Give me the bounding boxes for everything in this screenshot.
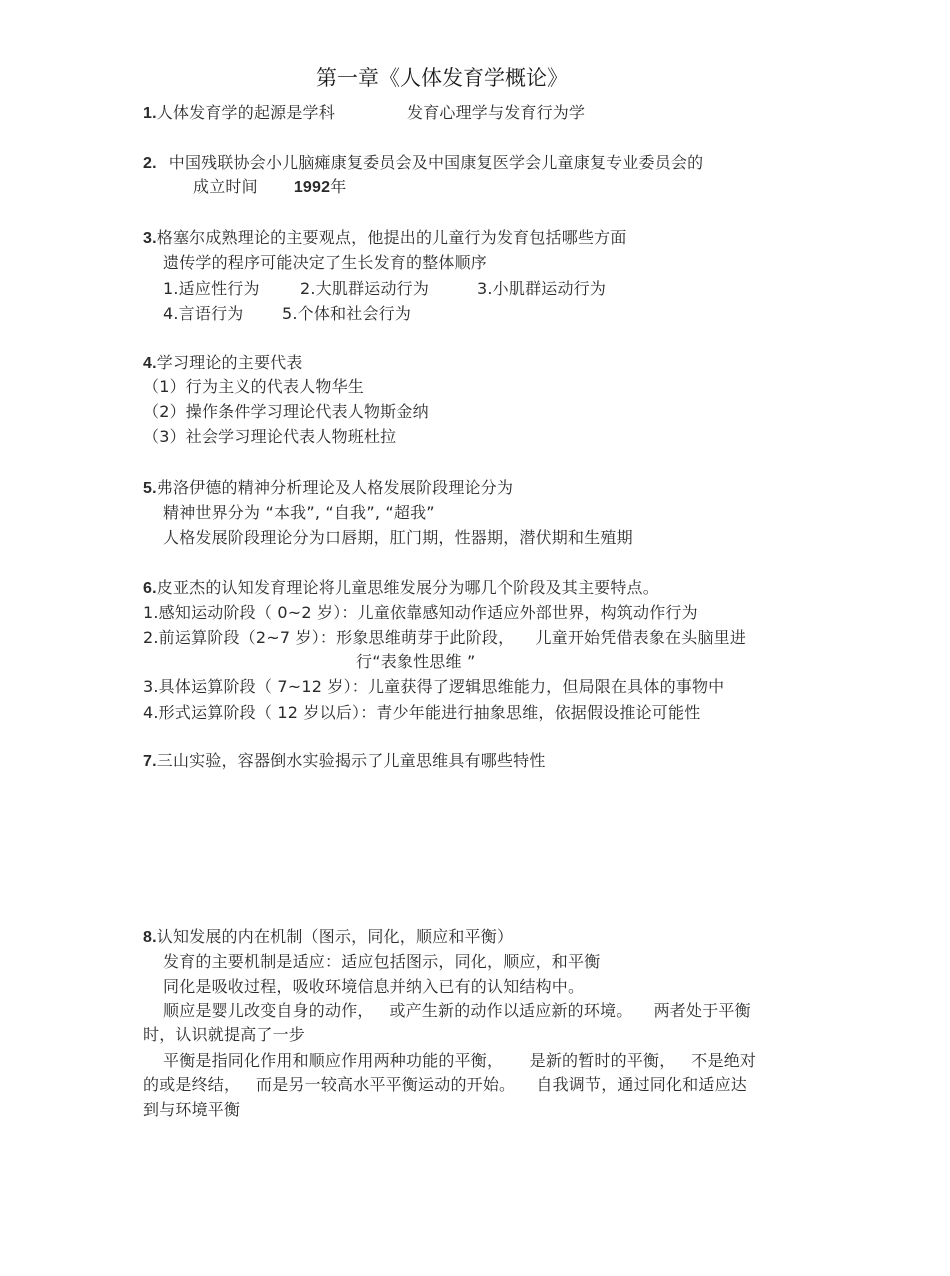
question-8-para-4-cont: 的或是终结， 而是另一较高水平平衡运动的开始。 自我调节，通过同化和适应达 [143, 1075, 748, 1094]
question-5-line-3: 人格发展阶段理论分为口唇期，肛门期，性器期，潜伏期和生殖期 [163, 528, 633, 547]
question-number: 8. [143, 929, 157, 946]
answer-year: 1992 [293, 179, 331, 196]
question-3 [143, 228, 627, 249]
chapter-title: 第一章《人体发育学概论》 [316, 66, 568, 90]
question-number: 2. [143, 155, 157, 172]
question-8-para-3-cont: 时，认识就提高了一步 [143, 1025, 306, 1044]
question-text: 人体发育学的起源是学科 [156, 103, 335, 122]
question-text: 弗洛伊德的精神分析理论及人格发展阶段理论分为 [156, 478, 514, 497]
question-3-item-3: 3.小肌群运动行为 [477, 279, 607, 298]
question-number: 7. [143, 753, 157, 770]
question-text: 皮亚杰的认知发育理论将儿童思维发展分为哪几个阶段及其主要特点。 [156, 578, 659, 597]
question-1 [143, 103, 335, 124]
question-4-item-1: （1）行为主义的代表人物华生 [143, 377, 364, 396]
question-6-stage-2-cont: 行“表象性思维 ” [356, 652, 476, 671]
question-6-stage-3: 3.具体运算阶段（ 7~12 岁）：儿童获得了逻辑思维能力，但局限在具体的事物中 [143, 677, 725, 696]
question-8-para-1: 发育的主要机制是适应：适应包括图示，同化，顺应，和平衡 [163, 952, 601, 971]
question-6-stage-1: 1.感知运动阶段（ 0~2 岁）：儿童依靠感知动作适应外部世界，构筑动作行为 [143, 603, 698, 622]
question-3-item-2: 2.大肌群运动行为 [300, 279, 430, 298]
question-5 [143, 478, 513, 499]
question-number: 6. [143, 580, 157, 597]
question-number: 3. [143, 230, 157, 247]
question-8-para-3: 顺应是婴儿改变自身的动作， 或产生新的动作以适应新的环境。 两者处于平衡 [163, 1001, 751, 1020]
question-number: 5. [143, 480, 157, 497]
question-6 [143, 578, 659, 599]
question-3-item-4: 4.言语行为 [163, 304, 244, 323]
question-2 [143, 153, 703, 174]
question-3-item-1: 1.适应性行为 [163, 279, 260, 298]
question-4 [143, 353, 303, 374]
question-text: 学习理论的主要代表 [156, 353, 303, 372]
question-text: 三山实验，容器倒水实验揭示了儿童思维具有哪些特性 [156, 751, 546, 770]
question-4-item-2: （2）操作条件学习理论代表人物斯金纳 [143, 402, 429, 421]
question-8-para-4: 平衡是指同化作用和顺应作用两种功能的平衡， 是新的暂时的平衡， 不是绝对 [163, 1051, 757, 1070]
question-6-stage-2: 2.前运算阶段（2~7 岁）：形象思维萌芽于此阶段， 儿童开始凭借表象在头脑里进 [143, 628, 747, 647]
question-text: 认知发展的内在机制（图示，同化，顺应和平衡） [156, 927, 514, 946]
question-6-stage-4: 4.形式运算阶段（ 12 岁以后）：青少年能进行抽象思维，依据假设推论可能性 [143, 703, 701, 722]
question-4-item-3: （3）社会学习理论代表人物班杜拉 [143, 427, 397, 446]
question-1-answer: 发育心理学与发育行为学 [407, 103, 586, 122]
question-8 [143, 927, 513, 948]
question-3-line-2: 遗传学的程序可能决定了生长发育的整体顺序 [163, 253, 488, 272]
question-text: 格塞尔成熟理论的主要观点，他提出的儿童行为发育包括哪些方面 [156, 228, 627, 247]
question-8-para-2: 同化是吸收过程，吸收环境信息并纳入已有的认知结构中。 [163, 977, 585, 996]
question-3-item-5: 5.个体和社会行为 [282, 304, 412, 323]
question-8-para-4-end: 到与环境平衡 [143, 1100, 241, 1119]
question-number: 4. [143, 355, 157, 372]
question-2-answer [193, 177, 346, 198]
answer-year-unit: 年 [330, 177, 347, 196]
question-text: 中国残联协会小儿脑瘫康复委员会及中国康复医学会儿童康复专业委员会的 [168, 153, 704, 172]
answer-label: 成立时间 [193, 177, 258, 196]
question-5-line-2: 精神世界分为 “本我”, “自我”, “超我” [163, 503, 435, 522]
question-7 [143, 751, 546, 772]
question-number: 1. [143, 105, 157, 122]
